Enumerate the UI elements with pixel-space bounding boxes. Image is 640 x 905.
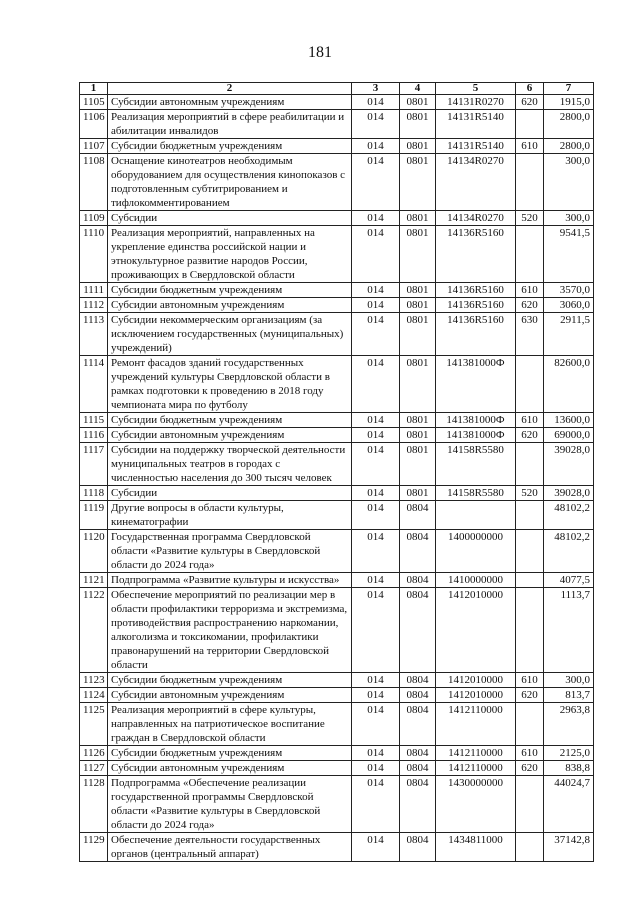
- table-row: [80, 211, 594, 226]
- row-name-cell: Оснащение кинотеатров необходимым оборудованием для осуществления кинопоказов с подготовленным субтитрированием и тифлокомментированием: [108, 154, 352, 211]
- ministry-code-cell: 014: [352, 776, 400, 833]
- expense-type-cell: [516, 776, 544, 833]
- row-name-cell: Реализация мероприятий в сфере реабилитации и абилитации инвалидов: [108, 110, 352, 139]
- table-row: [80, 761, 594, 776]
- section-code-cell: 0804: [400, 588, 436, 673]
- expense-type-cell: [516, 443, 544, 486]
- table-row: [80, 226, 594, 283]
- section-code-cell: 0801: [400, 139, 436, 154]
- row-number-cell: 1129: [80, 833, 108, 862]
- amount-cell: 39028,0: [544, 486, 594, 501]
- row-name-cell: Подпрограмма «Обеспечение реализации государственной программы Свердловской области «Развитие культуры в Свердловской области до 2024 года»: [108, 776, 352, 833]
- expense-type-cell: 620: [516, 95, 544, 110]
- expense-type-cell: 520: [516, 211, 544, 226]
- row-number-cell: 1112: [80, 298, 108, 313]
- amount-cell: 69000,0: [544, 428, 594, 443]
- row-number-cell: 1125: [80, 703, 108, 746]
- ministry-code-cell: 014: [352, 413, 400, 428]
- ministry-code-cell: 014: [352, 226, 400, 283]
- table-row: [80, 283, 594, 298]
- ministry-code-cell: 014: [352, 573, 400, 588]
- target-code-cell: 1400000000: [436, 530, 516, 573]
- amount-cell: 48102,2: [544, 530, 594, 573]
- row-name-cell: Субсидии бюджетным учреждениям: [108, 746, 352, 761]
- row-name-cell: Обеспечение мероприятий по реализации мер в области профилактики терроризма и экстремизма, противодействия распространению наркомании, алкоголизма и токсикомании, профилактики правонарушений на территории Свердловской области: [108, 588, 352, 673]
- amount-cell: 300,0: [544, 154, 594, 211]
- row-name-cell: Субсидии бюджетным учреждениям: [108, 139, 352, 154]
- header-row: [80, 83, 594, 95]
- section-code-cell: 0804: [400, 833, 436, 862]
- row-number-cell: 1123: [80, 673, 108, 688]
- target-code-cell: 1430000000: [436, 776, 516, 833]
- row-number-cell: 1105: [80, 95, 108, 110]
- table-row: [80, 110, 594, 139]
- row-number-cell: 1121: [80, 573, 108, 588]
- row-number-cell: 1110: [80, 226, 108, 283]
- header-col-1: 1: [80, 83, 108, 95]
- section-code-cell: 0801: [400, 356, 436, 413]
- target-code-cell: 1412010000: [436, 688, 516, 703]
- ministry-code-cell: 014: [352, 703, 400, 746]
- row-number-cell: 1109: [80, 211, 108, 226]
- target-code-cell: 1410000000: [436, 573, 516, 588]
- ministry-code-cell: 014: [352, 139, 400, 154]
- ministry-code-cell: 014: [352, 688, 400, 703]
- row-name-cell: Государственная программа Свердловской области «Развитие культуры в Свердловской области до 2024 года»: [108, 530, 352, 573]
- amount-cell: 3570,0: [544, 283, 594, 298]
- row-name-cell: Субсидии бюджетным учреждениям: [108, 413, 352, 428]
- table-body: [80, 95, 594, 862]
- header-col-2: 2: [108, 83, 352, 95]
- expense-type-cell: [516, 588, 544, 673]
- target-code-cell: 14134R0270: [436, 154, 516, 211]
- section-code-cell: 0804: [400, 761, 436, 776]
- expense-type-cell: [516, 110, 544, 139]
- section-code-cell: 0804: [400, 673, 436, 688]
- row-name-cell: Субсидии бюджетным учреждениям: [108, 283, 352, 298]
- expense-type-cell: [516, 226, 544, 283]
- target-code-cell: 1412010000: [436, 588, 516, 673]
- expense-type-cell: 610: [516, 139, 544, 154]
- table-row: [80, 95, 594, 110]
- section-code-cell: 0804: [400, 501, 436, 530]
- row-name-cell: Субсидии: [108, 486, 352, 501]
- expense-type-cell: 610: [516, 283, 544, 298]
- table-row: [80, 703, 594, 746]
- section-code-cell: 0801: [400, 413, 436, 428]
- expense-type-cell: 610: [516, 413, 544, 428]
- table-row: [80, 154, 594, 211]
- row-number-cell: 1111: [80, 283, 108, 298]
- row-number-cell: 1126: [80, 746, 108, 761]
- ministry-code-cell: 014: [352, 443, 400, 486]
- expense-type-cell: 620: [516, 298, 544, 313]
- target-code-cell: 14158R5580: [436, 443, 516, 486]
- amount-cell: 44024,7: [544, 776, 594, 833]
- target-code-cell: 14158R5580: [436, 486, 516, 501]
- section-code-cell: 0801: [400, 211, 436, 226]
- expense-type-cell: 620: [516, 688, 544, 703]
- expense-type-cell: [516, 530, 544, 573]
- header-col-5: 5: [436, 83, 516, 95]
- ministry-code-cell: 014: [352, 211, 400, 226]
- expense-type-cell: [516, 154, 544, 211]
- section-code-cell: 0801: [400, 226, 436, 283]
- row-number-cell: 1106: [80, 110, 108, 139]
- table-row: [80, 588, 594, 673]
- budget-table: [79, 82, 594, 862]
- amount-cell: 1113,7: [544, 588, 594, 673]
- ministry-code-cell: 014: [352, 356, 400, 413]
- row-name-cell: Обеспечение деятельности государственных органов (центральный аппарат): [108, 833, 352, 862]
- amount-cell: 300,0: [544, 211, 594, 226]
- expense-type-cell: [516, 703, 544, 746]
- amount-cell: 9541,5: [544, 226, 594, 283]
- row-name-cell: Реализация мероприятий, направленных на укрепление единства российской нации и этнокультурное развитие народов России, проживающих в Свердловской области: [108, 226, 352, 283]
- row-name-cell: Субсидии некоммерческим организациям (за исключением государственных (муниципальных) учреждений): [108, 313, 352, 356]
- section-code-cell: 0801: [400, 298, 436, 313]
- section-code-cell: 0801: [400, 95, 436, 110]
- row-name-cell: Ремонт фасадов зданий государственных учреждений культуры Свердловской области в рамках подготовки к проведению в 2018 году чемпионата мира по футболу: [108, 356, 352, 413]
- expense-type-cell: 610: [516, 673, 544, 688]
- row-number-cell: 1120: [80, 530, 108, 573]
- expense-type-cell: 620: [516, 428, 544, 443]
- page-number: 181: [308, 44, 332, 61]
- table-row: [80, 833, 594, 862]
- target-code-cell: 14136R5160: [436, 298, 516, 313]
- amount-cell: 2911,5: [544, 313, 594, 356]
- target-code-cell: 1412110000: [436, 761, 516, 776]
- ministry-code-cell: 014: [352, 428, 400, 443]
- expense-type-cell: 620: [516, 761, 544, 776]
- row-name-cell: Другие вопросы в области культуры, кинематографии: [108, 501, 352, 530]
- amount-cell: 300,0: [544, 673, 594, 688]
- row-name-cell: Субсидии бюджетным учреждениям: [108, 673, 352, 688]
- ministry-code-cell: 014: [352, 833, 400, 862]
- table-row: [80, 413, 594, 428]
- section-code-cell: 0804: [400, 703, 436, 746]
- target-code-cell: 141381000Ф: [436, 428, 516, 443]
- target-code-cell: 14136R5160: [436, 313, 516, 356]
- amount-cell: 2800,0: [544, 110, 594, 139]
- target-code-cell: 14131R5140: [436, 139, 516, 154]
- table-row: [80, 486, 594, 501]
- expense-type-cell: [516, 356, 544, 413]
- target-code-cell: 1434811000: [436, 833, 516, 862]
- section-code-cell: 0801: [400, 486, 436, 501]
- ministry-code-cell: 014: [352, 95, 400, 110]
- ministry-code-cell: 014: [352, 530, 400, 573]
- amount-cell: 3060,0: [544, 298, 594, 313]
- target-code-cell: 141381000Ф: [436, 413, 516, 428]
- table-row: [80, 746, 594, 761]
- target-code-cell: 1412110000: [436, 703, 516, 746]
- section-code-cell: 0804: [400, 776, 436, 833]
- ministry-code-cell: 014: [352, 761, 400, 776]
- section-code-cell: 0804: [400, 573, 436, 588]
- row-number-cell: 1127: [80, 761, 108, 776]
- row-number-cell: 1116: [80, 428, 108, 443]
- table-row: [80, 298, 594, 313]
- target-code-cell: 14136R5160: [436, 226, 516, 283]
- row-number-cell: 1115: [80, 413, 108, 428]
- ministry-code-cell: 014: [352, 298, 400, 313]
- row-number-cell: 1113: [80, 313, 108, 356]
- ministry-code-cell: 014: [352, 486, 400, 501]
- target-code-cell: 141381000Ф: [436, 356, 516, 413]
- section-code-cell: 0801: [400, 154, 436, 211]
- section-code-cell: 0801: [400, 443, 436, 486]
- amount-cell: 2125,0: [544, 746, 594, 761]
- row-number-cell: 1108: [80, 154, 108, 211]
- section-code-cell: 0801: [400, 283, 436, 298]
- amount-cell: 838,8: [544, 761, 594, 776]
- section-code-cell: 0801: [400, 428, 436, 443]
- row-name-cell: Субсидии автономным учреждениям: [108, 95, 352, 110]
- row-number-cell: 1118: [80, 486, 108, 501]
- header-col-7: 7: [544, 83, 594, 95]
- expense-type-cell: 630: [516, 313, 544, 356]
- target-code-cell: 1412110000: [436, 746, 516, 761]
- table-row: [80, 673, 594, 688]
- ministry-code-cell: 014: [352, 588, 400, 673]
- amount-cell: 1915,0: [544, 95, 594, 110]
- amount-cell: 813,7: [544, 688, 594, 703]
- table-header: [80, 83, 594, 95]
- row-name-cell: Реализация мероприятий в сфере культуры, направленных на патриотическое воспитание граждан в Свердловской области: [108, 703, 352, 746]
- row-number-cell: 1117: [80, 443, 108, 486]
- expense-type-cell: [516, 573, 544, 588]
- amount-cell: 2963,8: [544, 703, 594, 746]
- target-code-cell: [436, 501, 516, 530]
- ministry-code-cell: 014: [352, 283, 400, 298]
- section-code-cell: 0801: [400, 110, 436, 139]
- ministry-code-cell: 014: [352, 154, 400, 211]
- table-row: [80, 428, 594, 443]
- expense-type-cell: [516, 501, 544, 530]
- expense-type-cell: 520: [516, 486, 544, 501]
- table-row: [80, 139, 594, 154]
- table-row: [80, 501, 594, 530]
- target-code-cell: 1412010000: [436, 673, 516, 688]
- amount-cell: 4077,5: [544, 573, 594, 588]
- row-name-cell: Субсидии автономным учреждениям: [108, 298, 352, 313]
- amount-cell: 39028,0: [544, 443, 594, 486]
- expense-type-cell: [516, 833, 544, 862]
- row-name-cell: Субсидии автономным учреждениям: [108, 761, 352, 776]
- target-code-cell: 14134R0270: [436, 211, 516, 226]
- table-row: [80, 356, 594, 413]
- header-col-6: 6: [516, 83, 544, 95]
- table-row: [80, 573, 594, 588]
- section-code-cell: 0804: [400, 746, 436, 761]
- ministry-code-cell: 014: [352, 746, 400, 761]
- amount-cell: 2800,0: [544, 139, 594, 154]
- row-number-cell: 1119: [80, 501, 108, 530]
- ministry-code-cell: 014: [352, 501, 400, 530]
- row-number-cell: 1128: [80, 776, 108, 833]
- target-code-cell: 14131R5140: [436, 110, 516, 139]
- ministry-code-cell: 014: [352, 313, 400, 356]
- target-code-cell: 14131R0270: [436, 95, 516, 110]
- row-name-cell: Подпрограмма «Развитие культуры и искусства»: [108, 573, 352, 588]
- ministry-code-cell: 014: [352, 110, 400, 139]
- target-code-cell: 14136R5160: [436, 283, 516, 298]
- row-name-cell: Субсидии: [108, 211, 352, 226]
- section-code-cell: 0801: [400, 313, 436, 356]
- row-number-cell: 1114: [80, 356, 108, 413]
- header-col-3: 3: [352, 83, 400, 95]
- table-row: [80, 688, 594, 703]
- table-row: [80, 443, 594, 486]
- row-name-cell: Субсидии автономным учреждениям: [108, 688, 352, 703]
- table-row: [80, 776, 594, 833]
- row-name-cell: Субсидии автономным учреждениям: [108, 428, 352, 443]
- row-number-cell: 1107: [80, 139, 108, 154]
- section-code-cell: 0804: [400, 530, 436, 573]
- expense-type-cell: 610: [516, 746, 544, 761]
- table-row: [80, 530, 594, 573]
- row-number-cell: 1124: [80, 688, 108, 703]
- row-number-cell: 1122: [80, 588, 108, 673]
- table-row: [80, 313, 594, 356]
- header-col-4: 4: [400, 83, 436, 95]
- ministry-code-cell: 014: [352, 673, 400, 688]
- row-name-cell: Субсидии на поддержку творческой деятельности муниципальных театров в городах с численностью населения до 300 тысяч человек: [108, 443, 352, 486]
- amount-cell: 13600,0: [544, 413, 594, 428]
- amount-cell: 48102,2: [544, 501, 594, 530]
- section-code-cell: 0804: [400, 688, 436, 703]
- amount-cell: 37142,8: [544, 833, 594, 862]
- amount-cell: 82600,0: [544, 356, 594, 413]
